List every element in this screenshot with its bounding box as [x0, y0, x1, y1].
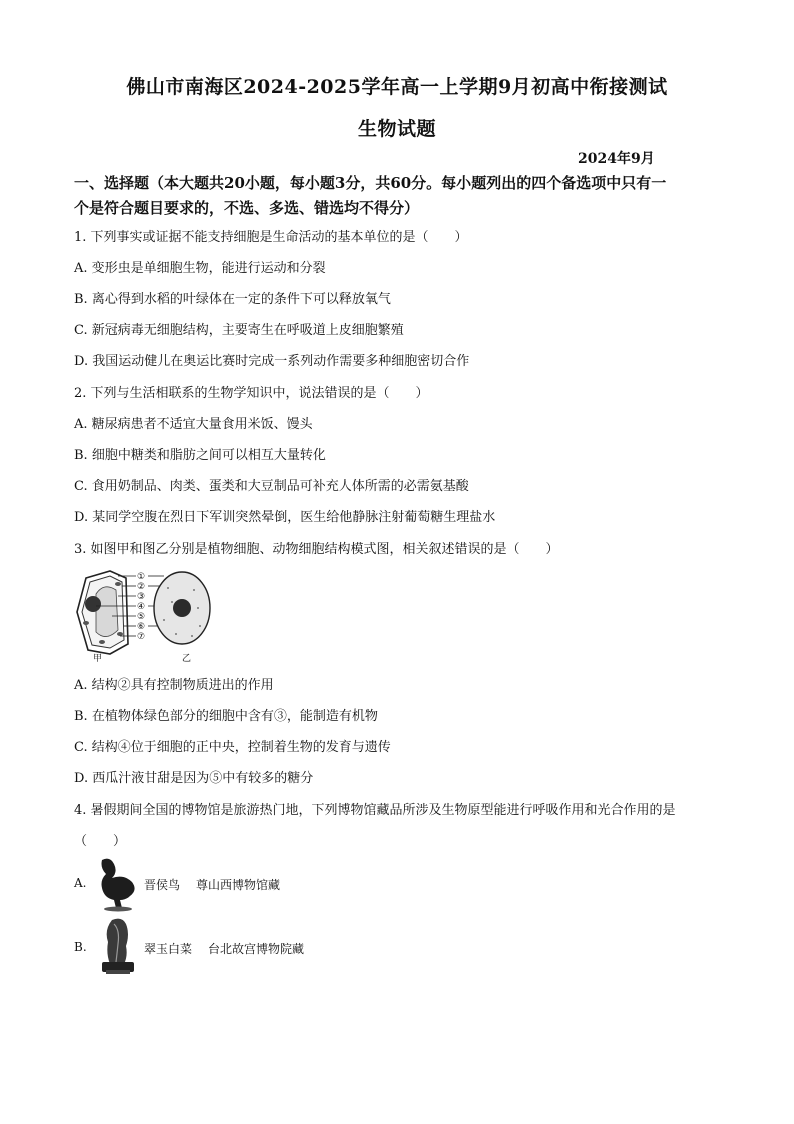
- question-1-option-b: B. 离心得到水稻的叶绿体在一定的条件下可以释放氧气: [74, 292, 391, 307]
- animal-cell: [154, 572, 210, 644]
- marker-4: ④: [137, 602, 146, 612]
- exam-title: 佛山市南海区2024-2025学年高一上学期9月初高中衔接测试: [126, 76, 668, 98]
- marker-1: ①: [137, 572, 146, 582]
- option-letter: B.: [74, 940, 87, 954]
- plant-cell: [77, 571, 128, 654]
- figure-label-jia: 甲: [93, 654, 103, 664]
- option-a-museum: 尊山西博物馆藏: [196, 878, 281, 892]
- bird-artifact-image: [96, 856, 140, 912]
- option-b-name: 翠玉白菜: [144, 942, 193, 956]
- question-4-option-a-caption: [144, 876, 280, 893]
- question-2-option-c: C. 食用奶制品、肉类、蛋类和大豆制品可补充人体所需的必需氨基酸: [74, 479, 469, 494]
- question-3-option-b: B. 在植物体绿色部分的细胞中含有③，能制造有机物: [74, 709, 378, 724]
- question-4-stem-line-2: （ ）: [74, 834, 127, 849]
- question-1-option-c: C. 新冠病毒无细胞结构，主要寄生在呼吸道上皮细胞繁殖: [74, 323, 404, 338]
- question-3-stem: 3. 如图甲和图乙分别是植物细胞、动物细胞结构模式图，相关叙述错误的是（ ）: [74, 542, 559, 557]
- figure-label-yi: 乙: [182, 654, 192, 664]
- question-2-option-d: D. 某同学空腹在烈日下军训突然晕倒，医生给他静脉注射葡萄糖生理盐水: [74, 510, 496, 525]
- question-2-option-b: B. 细胞中糖类和脂肪之间可以相互大量转化: [74, 448, 326, 463]
- marker-3: ③: [137, 592, 146, 602]
- option-a-name: 晋侯鸟: [144, 878, 181, 892]
- question-3-option-a: A. 结构②具有控制物质进出的作用: [74, 678, 274, 693]
- question-1-option-d: D. 我国运动健儿在奥运比赛时完成一系列动作需要多种细胞密切合作: [74, 354, 470, 369]
- question-2-option-a: A. 糖尿病患者不适宜大量食用米饭、馒头: [74, 417, 313, 432]
- marker-5: ⑤: [137, 612, 146, 622]
- exam-date: 2024年9月: [578, 151, 655, 167]
- question-1-stem: 1. 下列事实或证据不能支持细胞是生命活动的基本单位的是（ ）: [74, 230, 468, 245]
- section-heading-line-1: 一、选择题（本大题共20小题，每小题3分，共60分。每小题列出的四个备选项中只有一: [74, 174, 667, 192]
- exam-subtitle: 生物试题: [357, 118, 436, 140]
- plant-nucleus: [85, 596, 101, 612]
- cell-diagram: [72, 568, 222, 664]
- question-3-option-c: C. 结构④位于细胞的正中央，控制着生物的发育与遗传: [74, 740, 391, 755]
- option-letter: A.: [74, 876, 87, 890]
- question-4-option-b-caption: [144, 940, 304, 957]
- animal-nucleus: [173, 599, 191, 617]
- section-heading: [74, 171, 734, 221]
- marker-6: ⑥: [137, 622, 146, 632]
- question-4-stem-line-1: 4. 暑假期间全国的博物馆是旅游热门地，下列博物馆藏品所涉及生物原型能进行呼吸作用和光合作用的是: [74, 803, 676, 818]
- marker-7: ⑦: [137, 632, 146, 642]
- option-b-museum: 台北故宫博物院藏: [208, 942, 305, 956]
- question-1-option-a: A. 变形虫是单细胞生物，能进行运动和分裂: [74, 261, 326, 276]
- question-3-option-d: D. 西瓜汁液甘甜是因为⑤中有较多的糖分: [74, 771, 314, 786]
- marker-2: ②: [137, 582, 146, 592]
- jade-cabbage-image: [96, 916, 140, 978]
- question-2-stem: 2. 下列与生活相联系的生物学知识中，说法错误的是（ ）: [74, 386, 429, 401]
- section-heading-line-2: 个是符合题目要求的，不选、多选、错选均不得分）: [74, 199, 420, 217]
